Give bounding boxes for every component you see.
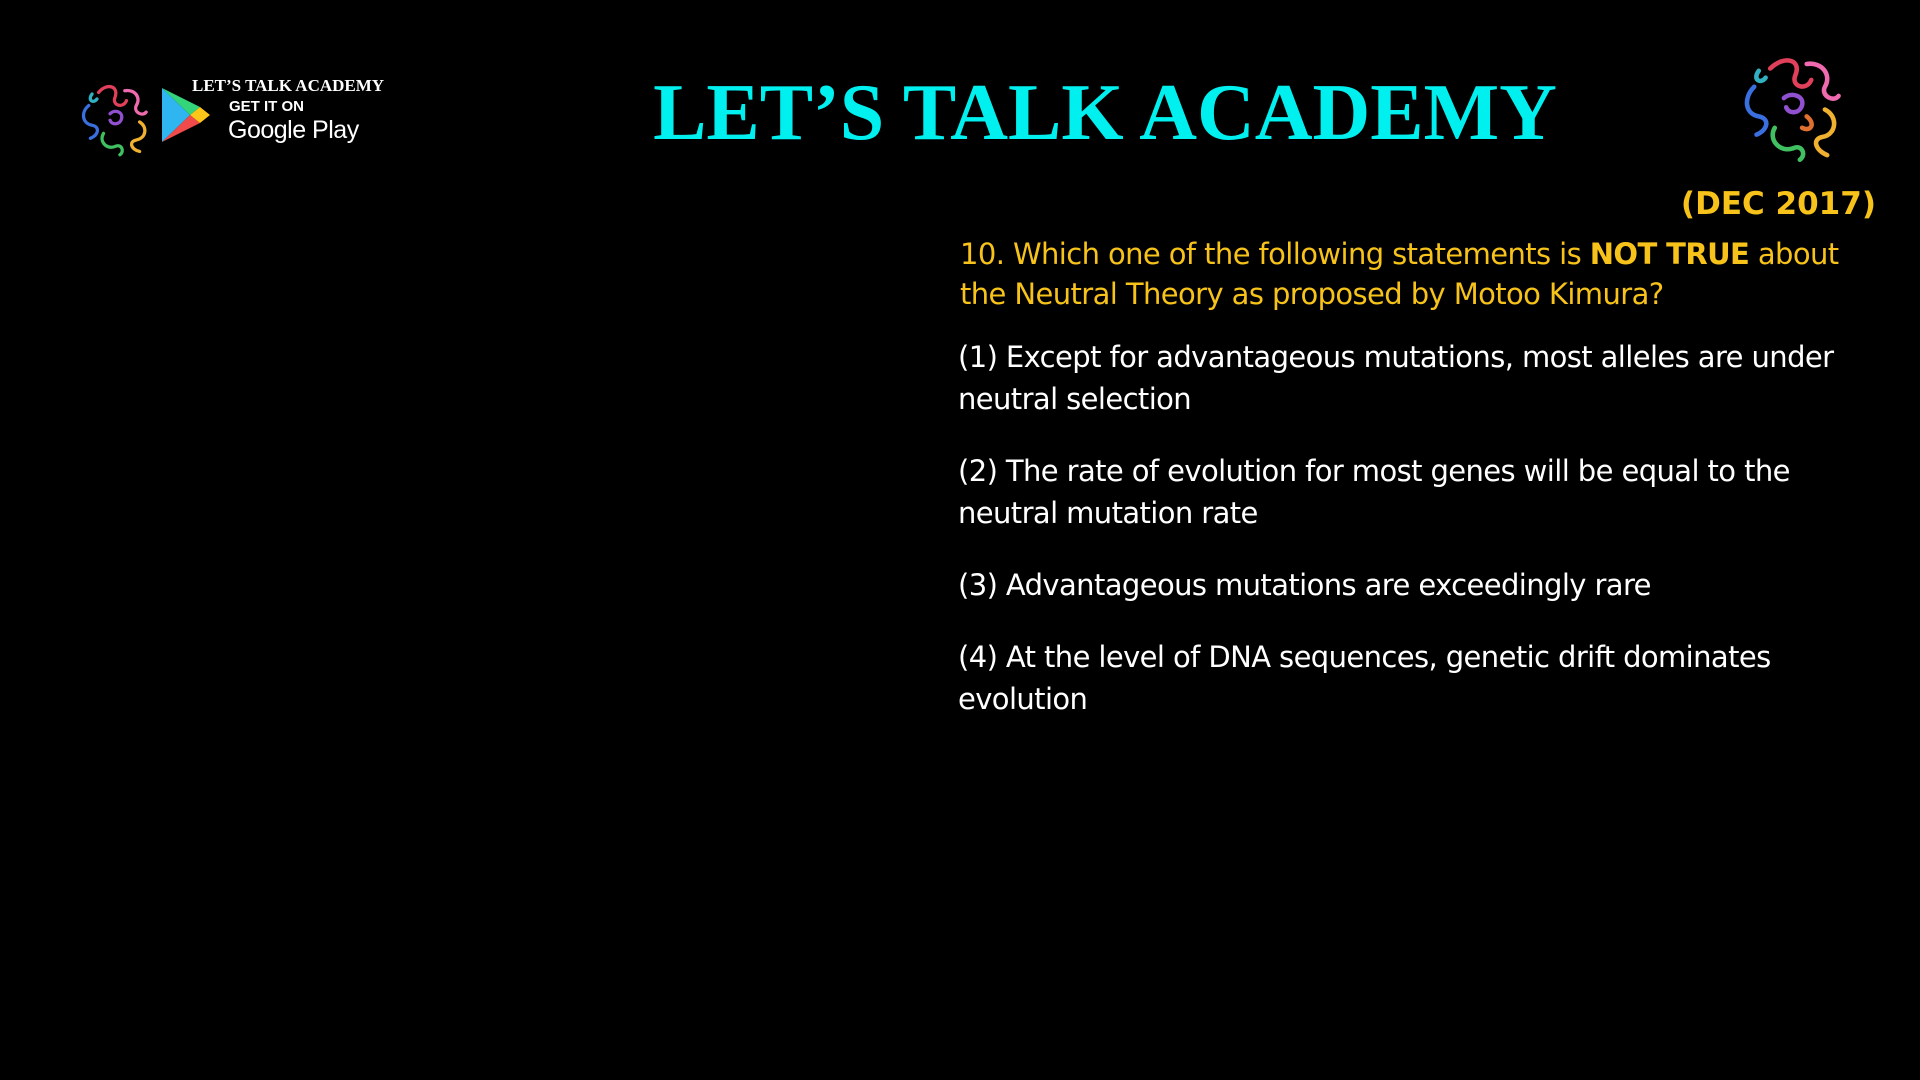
lta-logo-icon	[1736, 48, 1850, 162]
option-2: (2) The rate of evolution for most genes will be equal to the neutral mutation rate	[958, 454, 1790, 530]
exam-tag: (DEC 2017)	[1680, 186, 1876, 222]
question-prefix: 10. Which one of the following statements is	[960, 237, 1590, 271]
options-list	[958, 336, 1858, 750]
question-text	[960, 234, 1892, 314]
option-4: (4) At the level of DNA sequences, genetic drift dominates evolution	[958, 640, 1771, 716]
google-play-badge[interactable]	[74, 72, 414, 162]
question-emphasis: NOT TRUE	[1589, 237, 1750, 271]
option-1: (1) Except for advantageous mutations, most alleles are under neutral selection	[958, 340, 1834, 416]
option-3: (3) Advantageous mutations are exceedingly rare	[958, 568, 1651, 602]
page-title: LET’S TALK ACADEMY	[653, 69, 1557, 157]
badge-store-label: Google Play	[228, 116, 359, 144]
lta-logo-icon	[74, 76, 156, 158]
question-suffix: about the Neutral Theory as proposed by Motoo Kimura?	[960, 237, 1839, 311]
badge-get-it-on-label: GET IT ON	[229, 98, 304, 115]
badge-academy-label: LET’S TALK ACADEMY	[192, 76, 385, 95]
